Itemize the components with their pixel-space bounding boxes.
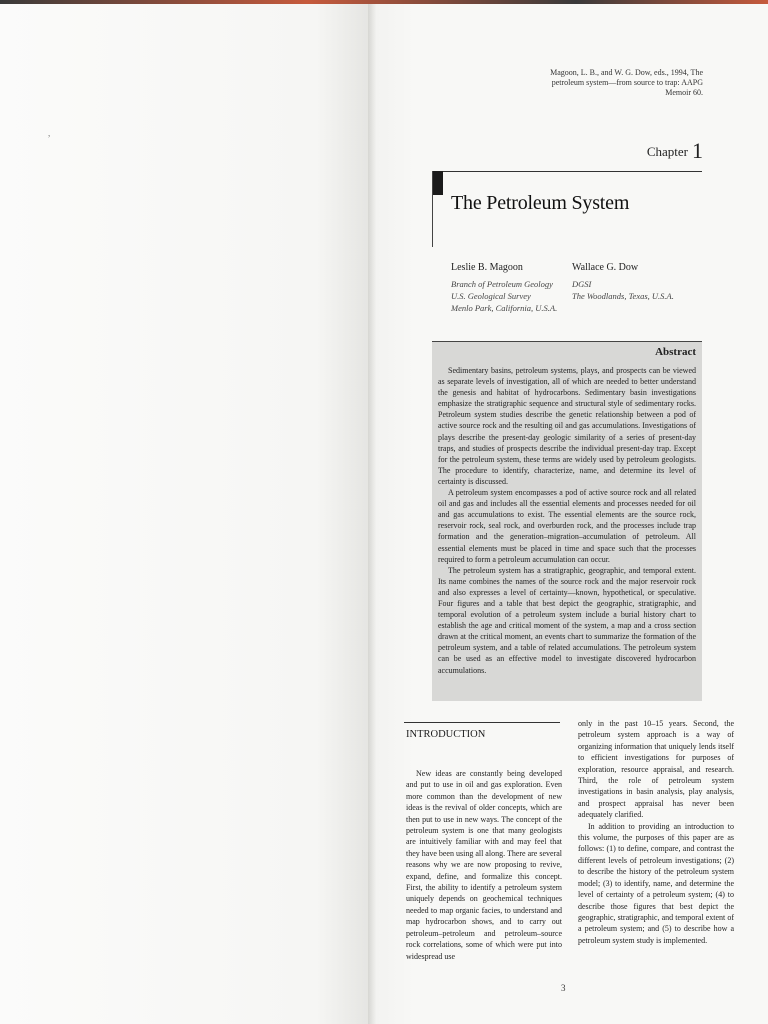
body-column-left	[406, 768, 562, 962]
author-affiliation: The Woodlands, Texas, U.S.A.	[572, 291, 674, 301]
abstract-body	[438, 365, 696, 676]
abstract-box	[432, 341, 702, 701]
chapter-number: 1	[692, 138, 703, 163]
author-block-dow	[572, 262, 702, 302]
body-paragraph: In addition to providing an introduction to this volume, the purposes of this paper are as follows: (1) to define, compare, and contrast the different levels of petroleum investigations; (2) to describe the history of the petroleum system model; (3) to identify, name, and determine the level of certainty of a petroleum system; (4) to describe those figures that best depict the geographic, stratigraphic, and temporal extent of a petroleum system; and (5) to describe how a petroleum system study is implemented.	[578, 821, 734, 945]
section-heading-introduction: INTRODUCTION	[406, 729, 486, 740]
section-rule	[404, 722, 560, 723]
author-affiliation: DGSI	[572, 279, 592, 289]
abstract-top-rule	[432, 341, 702, 342]
chapter-label	[608, 138, 703, 164]
citation-header: Magoon, L. B., and W. G. Dow, eds., 1994, The petroleum system—from source to trap: AAPG Memoir 60.	[550, 68, 703, 97]
left-blank-page	[0, 4, 372, 1024]
stray-mark: ,	[48, 128, 51, 138]
author-block-magoon	[451, 262, 561, 314]
abstract-paragraph: The petroleum system has a stratigraphic, geographic, and temporal extent. Its name combines the names of the source rock and the major reservoir rock and also expresses a level of certainty—known, hypothetical, or speculative. Four figures and a table that best depict the geographic, stratigraphic, and temporal evolution of a petroleum system include a burial history chart to establish the age and critical moment of the system, a map and a cross section drawn at the critical moment, an events chart to summarize the formation of the petroleum system, and a table of related accumulations. The petroleum system can be used as an effective model to investigate discovered hydrocarbon accumulations.	[438, 565, 696, 675]
body-paragraph: only in the past 10–15 years. Second, the petroleum system approach is a way of organizing information that uniquely lends itself to efficient investigations for purposes of exploration, resource appraisal, and research. Third, the role of petroleum system investigations in basin analysis, play analysis, and prospect appraisal has never been adequately clarified.	[578, 719, 734, 820]
title-top-rule	[432, 171, 702, 172]
body-paragraph: New ideas are constantly being developed and put to use in oil and gas exploration. Even more common than the development of new ideas is the revival of older concepts, which are then put to use in new ways. The concept of the petroleum system is one that many geologists are intuitively familiar with and may feel that they have been using all along. There are several reasons why we are now proposing to revive, expand, define, and formalize this concept. First, the ability to identify a petroleum system uniquely depends on geochemical techniques needed to map organic facies, to understand and map hydrocarbon shows, and to carry out petroleum–petroleum and petroleum–source rock correlations, some of which were put into widespread use	[406, 769, 563, 961]
page-number: 3	[561, 983, 566, 993]
author-name: Wallace G. Dow	[572, 262, 639, 273]
author-affiliation: Branch of Petroleum Geology	[451, 279, 553, 289]
abstract-paragraph: Sedimentary basins, petroleum systems, plays, and prospects can be viewed as separate levels of investigation, all of which are needed to better understand the genesis and habitat of hydrocarbons. Sedimentary basin investigations emphasize the stratigraphic sequence and structural style of sedimentary rocks. Petroleum system studies describe the genetic relationship between a pod of active source rock and the resulting oil and gas accumulations. Investigations of plays describe the present-day geologic similarity of a series of present-day traps, and studies of prospects describe the individual present-day trap. Except for the petroleum system, these terms are widely used by petroleum geologists. The procedure to identify, characterize, name, and determine its level of certainty is discussed.	[438, 366, 696, 486]
author-affiliation: U.S. Geological Survey	[451, 291, 531, 301]
book-gutter	[368, 4, 376, 1024]
title-side-rule	[432, 171, 433, 247]
chapter-word: Chapter	[646, 144, 688, 159]
paper-title: The Petroleum System	[451, 192, 630, 214]
abstract-paragraph: A petroleum system encompasses a pod of active source rock and all related oil and gas and includes all the essential elements and processes needed for oil and gas accumulations to exist. The essential elements are the source rock, reservoir rock, seal rock, and overburden rock, and the processes include trap formation and the generation–migration–accumulation of petroleum. All essential elements must be placed in time and space such that the processes required to form a petroleum accumulation can occur.	[438, 488, 696, 564]
body-column-right	[578, 718, 734, 946]
title-accent-bar	[432, 171, 443, 195]
abstract-heading: Abstract	[655, 346, 696, 358]
author-name: Leslie B. Magoon	[451, 262, 523, 273]
author-affiliation: Menlo Park, California, U.S.A.	[451, 303, 558, 313]
